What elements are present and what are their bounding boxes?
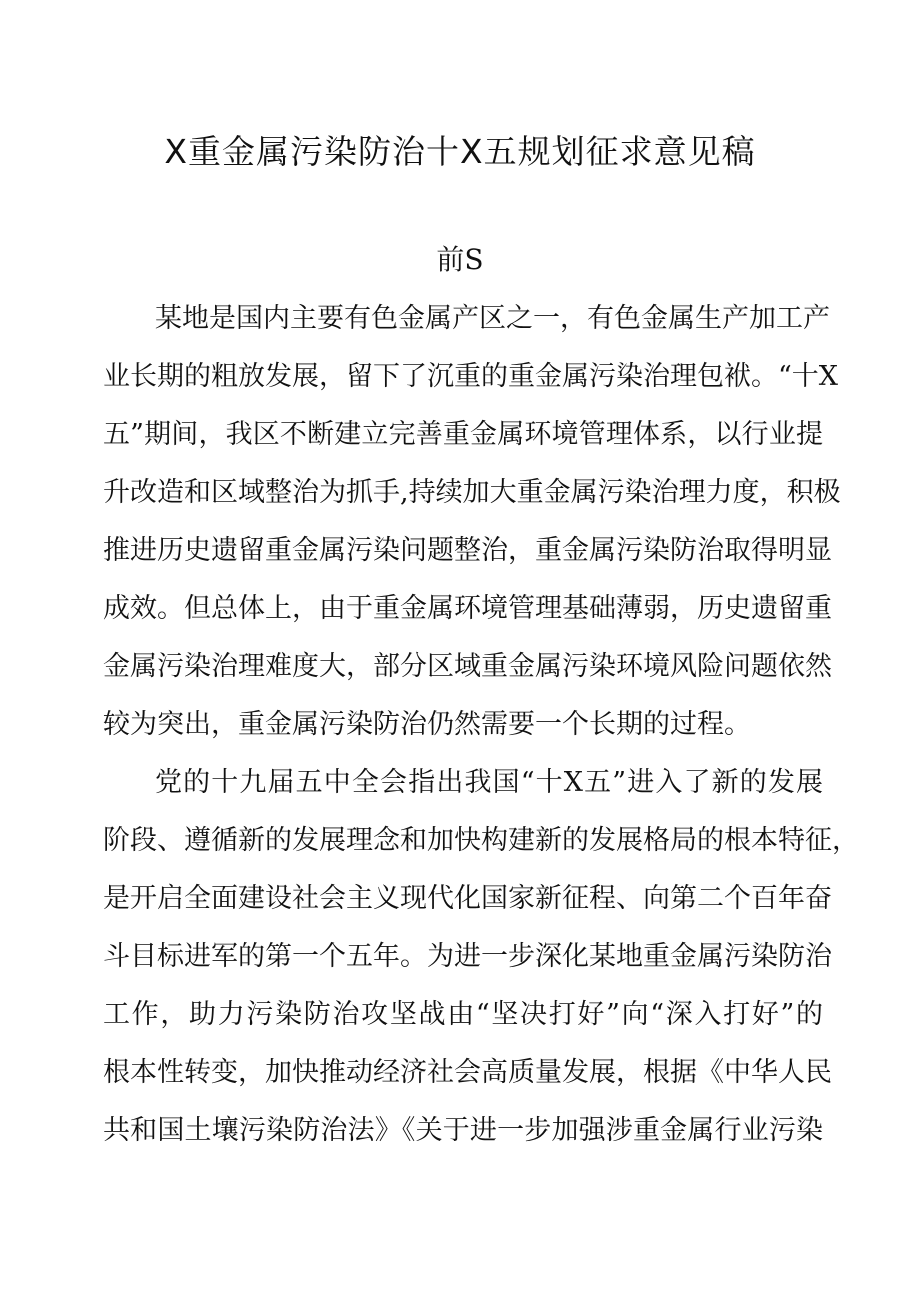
paragraph-line: 升改造和区域整治为抓手,持续加大重金属污染治理力度，积极: [103, 477, 841, 508]
paragraph-line: 斗目标进军的第一个五年。为进一步深化某地重金属污染防治: [103, 941, 832, 972]
paragraph-line: 成效。但总体上，由于重金属环境管理基础薄弱，历史遗留重: [103, 593, 832, 624]
paragraph-line: 根本性转变，加快推动经济社会高质量发展，根据《中华人民: [103, 1057, 832, 1088]
paragraph-line: 较为突出，重金属污染防治仍然需要一个长期的过程。: [103, 709, 751, 740]
paragraph-line: 是开启全面建设社会主义现代化国家新征程、向第二个百年奋: [103, 883, 832, 914]
paragraph-line: 共和国土壤污染防治法》《关于进一步加强涉重金属行业污染: [103, 1115, 823, 1146]
paragraph-line: 工作，助力污染防治攻坚战由“坚决打好”向“深入打好”的: [103, 999, 823, 1030]
paragraph-line: 党的十九届五中全会指出我国“十X五”进入了新的发展: [155, 767, 823, 798]
paragraph-line: 阶段、遵循新的发展理念和加快构建新的发展格局的根本特征，: [103, 825, 859, 856]
paragraph-line: 金属污染治理难度大，部分区域重金属污染环境风险问题依然: [103, 651, 832, 682]
paragraph-line: 推进历史遗留重金属污染问题整治，重金属污染防治取得明显: [103, 535, 832, 566]
paragraph-line: 某地是国内主要有色金属产区之一，有色金属生产加工产: [155, 303, 830, 334]
paragraph-background: [103, 290, 841, 754]
paragraph-purpose: [103, 754, 859, 1160]
section-heading-preface: 前S: [436, 243, 484, 276]
paragraph-line: 业长期的粗放发展，留下了沉重的重金属污染治理包袱。“十X: [103, 361, 839, 392]
paragraph-line: 五”期间，我区不断建立完善重金属环境管理体系，以行业提: [103, 419, 823, 450]
document-title: X重金属污染防治十X五规划征求意见稿: [164, 132, 756, 171]
